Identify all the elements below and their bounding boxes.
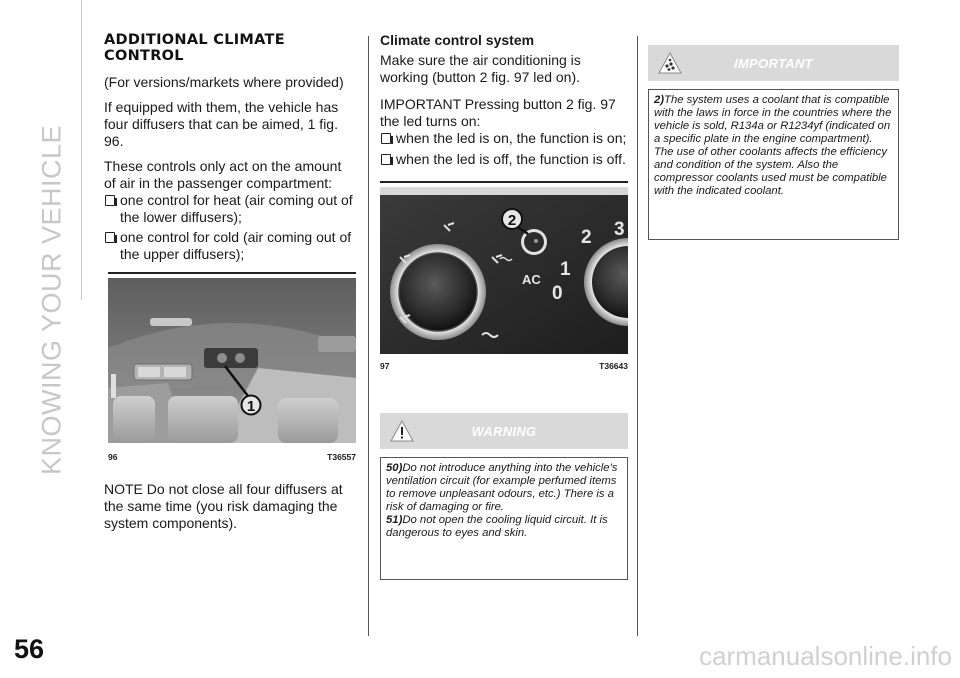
paragraph-diffusers: If equipped with them, the vehicle has four diffusers that can be aimed, 1 fig. 96. bbox=[104, 99, 339, 149]
list-item-led-on-text: when the led is on, the function is on; bbox=[396, 130, 627, 146]
figure-97 bbox=[380, 181, 628, 371]
figure-96-image bbox=[108, 278, 356, 443]
important-header bbox=[648, 45, 899, 81]
sidebar-rule bbox=[81, 0, 82, 300]
list-item-led-on bbox=[380, 130, 628, 147]
cabin-ceiling-illustration bbox=[108, 278, 356, 443]
section-heading-line2: CONTROL bbox=[104, 48, 184, 64]
callout-2: 2 bbox=[507, 212, 517, 229]
paragraph-important-button: IMPORTANT Pressing button 2 fig. 97 the led turns on: bbox=[380, 96, 616, 129]
list-item-heat bbox=[104, 192, 356, 226]
important-item-2-number: 2) bbox=[654, 94, 665, 106]
subheading-climate-control: Climate control system bbox=[380, 32, 535, 48]
column-2 bbox=[380, 32, 628, 168]
figure-97-image bbox=[380, 187, 628, 354]
sidebar-section-title bbox=[36, 124, 67, 476]
list-item-heat-text: one control for heat (air coming out of the lower diffusers); bbox=[120, 192, 353, 225]
warning-item-50 bbox=[386, 462, 623, 514]
fan-speed-0: 0 bbox=[552, 283, 563, 304]
list-item-cold-text: one control for cold (air coming out of the upper diffusers); bbox=[120, 229, 352, 262]
list-item-led-off bbox=[380, 151, 628, 168]
climate-panel-illustration bbox=[380, 187, 628, 354]
section-heading bbox=[104, 32, 356, 64]
figure-top-rule bbox=[380, 181, 628, 183]
ac-label: AC bbox=[522, 272, 541, 287]
warning-box bbox=[380, 457, 628, 580]
important-item-2 bbox=[654, 94, 894, 198]
warning-header bbox=[380, 413, 628, 449]
fan-speed-2: 2 bbox=[581, 227, 592, 248]
bullet-box-icon bbox=[105, 195, 115, 206]
bullet-box-icon bbox=[105, 232, 115, 243]
fan-speed-1: 1 bbox=[560, 259, 571, 280]
important-box bbox=[648, 89, 899, 240]
paragraph-controls: These controls only act on the amount of air in the passenger compartment: bbox=[104, 158, 342, 191]
figure-96-number: 96 bbox=[108, 452, 118, 462]
figure-96-code: T36557 bbox=[327, 452, 356, 462]
warning-item-51-number: 51) bbox=[386, 514, 403, 526]
important-title: IMPORTANT bbox=[734, 56, 813, 71]
warning-item-50-text: Do not introduce anything into the vehicle's ventilation circuit (for example perfumed items to remove unpleasant odours, etc.) There is a risk of damaging or fire. bbox=[386, 462, 618, 513]
bullet-box-icon bbox=[381, 133, 391, 144]
bullet-box-icon bbox=[381, 154, 391, 165]
warning-title: WARNING bbox=[471, 424, 537, 439]
paragraph-versions: (For versions/markets where provided) bbox=[104, 74, 344, 90]
list-item-led-off-text: when the led is off, the function is off. bbox=[396, 151, 626, 167]
fan-speed-3: 3 bbox=[614, 219, 625, 240]
figure-96 bbox=[108, 272, 356, 464]
figure-97-number: 97 bbox=[380, 361, 390, 371]
warning-item-51-text: Do not open the cooling liquid circuit. It is dangerous to eyes and skin. bbox=[386, 514, 608, 539]
callout-1: 1 bbox=[246, 398, 256, 415]
figure-97-code: T36643 bbox=[599, 361, 628, 371]
list-item-cold bbox=[104, 229, 356, 263]
warning-item-51 bbox=[386, 514, 623, 540]
sidebar-section-title-text: KNOWING YOUR VEHICLE bbox=[36, 124, 67, 476]
paragraph-air-conditioning: Make sure the air conditioning is working (button 2 fig. 97 led on). bbox=[380, 52, 581, 85]
section-heading-line1: ADDITIONAL CLIMATE bbox=[104, 32, 285, 48]
warning-item-50-number: 50) bbox=[386, 462, 403, 474]
page-number: 56 bbox=[14, 634, 45, 664]
column-divider bbox=[637, 36, 638, 636]
column-1 bbox=[104, 32, 356, 263]
column-divider bbox=[368, 36, 369, 636]
note-paragraph: NOTE Do not close all four diffusers at the same time (you risk damaging the system components). bbox=[104, 481, 343, 531]
figure-top-rule bbox=[108, 272, 356, 274]
important-item-2-text: The system uses a coolant that is compatible with the laws in force in the countries where the vehicle is sold, R134a or R1234yf (indicated on a specific plate in the engine compartment). The use of other coolants affects the efficiency and condition of the system. Also the compressor coolants used must be compatible with the indicated coolant. bbox=[654, 94, 892, 197]
watermark: carmanualsonline.info bbox=[699, 641, 952, 671]
